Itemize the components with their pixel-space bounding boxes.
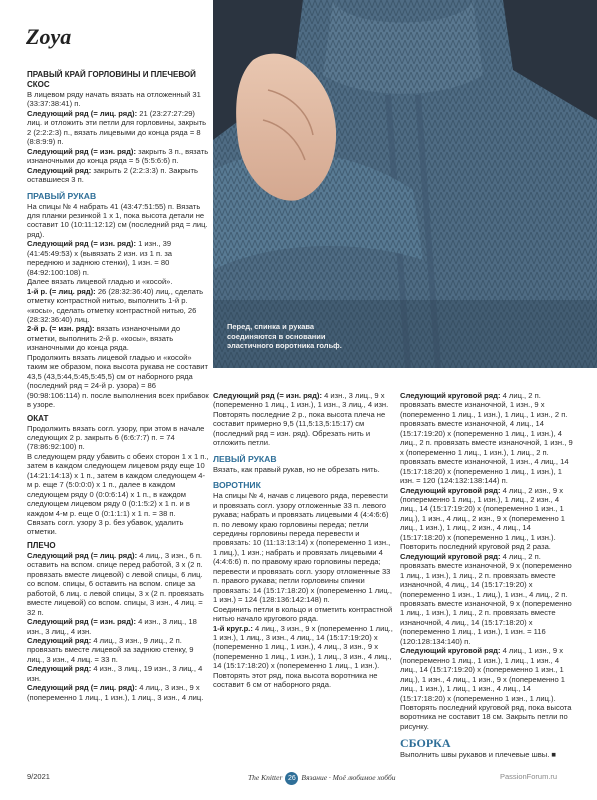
instruction-row (27, 147, 209, 166)
instruction-row (27, 664, 209, 683)
column-3 (400, 391, 575, 760)
row-text: закрыть 2 (2:2:3:3) п. Закрыть оставшиеся 3 п. (27, 165, 198, 185)
instruction-row (27, 109, 209, 147)
paragraph: Связать согл. узору 3 р. без убавок, удалить отметки. (27, 518, 184, 537)
row-text: 4 изн., 3 лиц., 19 изн., 3 лиц., 4 изн. (27, 664, 203, 683)
column-1 (27, 70, 209, 702)
instruction-row (400, 486, 575, 543)
instruction-row (213, 391, 393, 410)
paragraph: Повторять последние 2 р., пока высота плеча не составит примерно 9,5 (11,5:13,5:15:17) см (последний ряд = изн. ряд). Обрезать нить и отложить петли. (213, 409, 386, 448)
row-label: Следующий круговой ряд: (400, 485, 501, 495)
paragraph: В лицевом ряду начать вязать на отложенный 31 (33:37:38:41) п. (27, 90, 201, 109)
subsection-heading: ПЛЕЧО (27, 540, 56, 550)
magazine-tagline: Вязание · Моё любимое хобби (301, 773, 396, 783)
row-text: 4 изн., 3 лиц., 9 х (попеременно 1 лиц., 1 изн.), 1 изн., 3 лиц., 4 изн. (213, 391, 389, 410)
row-text: закрыть 3 п., вязать изнаночными до конца ряда = 5 (5:5:6:6) п. (27, 146, 209, 166)
watermark: PassionForum.ru (500, 772, 558, 781)
row-label: Следующий ряд (= лиц. ряд): (27, 550, 138, 560)
section-heading: СБОРКА (400, 736, 451, 751)
row-text: 4 лиц., 3 изн., 9 х (попеременно 1 лиц., 1 изн.), 1 лиц., 3 изн., 4 лиц., 14 (15:17:19:20) х (попеременно 1 лиц., 1 изн.), 4 лиц., 3 изн., 9 х (попеременно 1 лиц., 1 изн.), 1 лиц., 3 изн., 4 лиц., 14 (15:17:18:20) х (попеременно 1 лиц., 1 изн.). (213, 623, 393, 671)
instruction-row (27, 636, 209, 664)
row-text: 26 (28:32:36:40) лиц., сделать отметку контрастной нитью, выполнить 1-й р. «косы», сделать отметку контрастной нитью, 26 (28:32:36:40) лиц. (27, 286, 204, 324)
paragraph: Соединить петли в кольцо и отметить контрастной нитью начало кругового ряда. (213, 604, 393, 624)
paragraph: В следующем ряду убавить с обеих сторон 1 х 1 п., затем в каждом следующем лицевом ряду еще 10 (14:21:14:13) х 1 п., затем в каждом следующем 4-м р. еще 7 (5:0:0:0) х 1 п., далее в каждом следующем ряду 0 (0:0:6:14) х 1 п., в каждом следующем лицевом ряду 0 (0:1:5:2) х 1 п. и в каждом 4-м р. еще 0 (0:1:1:1) х 1 п. = 38 п. (27, 451, 209, 518)
row-label: 2-й р. (= изн. ряд): (27, 324, 95, 334)
paragraph: На спицы № 4 набрать 41 (43:47:51:55) п. Вязать для планки резинкой 1 х 1, пока высота детали не составит 10 (10:11:12:12) см (последний ряд = лиц. ряд). (27, 201, 208, 239)
sweater-photo (213, 0, 597, 368)
row-text: 4 изн., 3 лиц., 18 изн., 3 лиц., 4 изн. (27, 617, 197, 636)
row-label: Следующий ряд (= изн. ряд): (213, 391, 322, 400)
instruction-row (400, 391, 575, 486)
column-2 (213, 391, 393, 690)
row-label: 1-й р. (= лиц. ряд): (27, 286, 96, 296)
paragraph: Продолжить вязать согл. узору, при этом в начале следующих 2 р. закрыть 6 (6:6:7:7) п. = 74 (78:86:92:100) п. (27, 423, 205, 452)
paragraph: На спицы № 4, начав с лицевого ряда, перевести и провязать согл. узору отложенные 33 п. левого рукава; набрать и провязать лицевыми 4 (4:4:6:6) п. по левому краю горловины переда; петли середины горловины переда перевести и провязать: 10 (11:13:13:14) х (попеременно 1 изн., 1 лиц.), 1 изн.; набрать и провязать лицевыми 4 (4:4:6:6) п. по правому краю горловины переда; перевести и провязать согл. узору отложенные 33 п. правого рукава; петли горловины спинки провязать: 14 (15:17:18:20) х (попеременно 1 лиц., 1 изн.) = 124 (128:136:142:148) п. (213, 491, 392, 605)
subsection-heading: ОКАТ (27, 413, 49, 423)
sweater-illustration (213, 0, 597, 368)
instruction-row (27, 166, 209, 185)
row-label: Следующий ряд (= лиц. ряд): (27, 683, 138, 693)
instruction-row (213, 624, 393, 671)
section-heading: ПРАВЫЙ КРАЙ ГОРЛОВИНЫ И ПЛЕЧЕВОЙ СКОС (27, 70, 196, 89)
instruction-row (27, 239, 209, 277)
issue-number: 9/2021 (27, 772, 50, 781)
instruction-row (400, 646, 575, 703)
paragraph: Далее вязать лицевой гладью и «косой». (27, 277, 173, 287)
row-label: Следующий ряд: (27, 636, 92, 646)
instruction-row (27, 324, 209, 352)
section-heading: ПРАВЫЙ РУКАВ (27, 190, 97, 201)
row-label: Следующий ряд (= изн. ряд): (27, 239, 136, 249)
paragraph: Повторить последний круговой ряд 2 раза. (400, 542, 551, 552)
paragraph: Выполнить швы рукавов и плечевые швы. ■ (400, 750, 557, 760)
row-label: Следующий ряд (= изн. ряд): (27, 617, 136, 627)
row-label: Следующий круговой ряд: (400, 646, 501, 656)
row-text: 4 лиц., 1 изн., 9 х (попеременно 1 лиц., 1 изн.), 1 лиц., 1 изн., 4 лиц., 14 (15:17:19:20) х (попеременно 1 изн., 1 лиц.), 1 изн., 4 лиц., 1 изн., 9 х (попеременно 1 лиц., 1 изн.), 1 лиц., 1 изн., 4 лиц., 14 (15:17:18:20) х (попеременно 1 изн., 1 лиц.). (400, 646, 565, 703)
instruction-row (27, 617, 209, 636)
row-label: Следующий круговой ряд: (400, 391, 501, 400)
row-text: 4 лиц., 3 изн., 6 п. оставить на вспом. спице перед работой, 3 х (2 п. провязать вместе лицевой) с левой спицы, 6 лиц. со вспом. спицы, 6 оставить на вспом. спице за работой, 6 лиц. с левой спицы, 3 х (2 п. провязать вместе лицевой) со вспом. спицы, 3 изн., 4 лиц. = 32 п. (27, 550, 204, 617)
paragraph: Продолжить вязать лицевой гладью и «косой» таким же образом, пока высота рукава не составит 43,5 (43,5:44,5:45,5:45,5) см от наборного ряда (последний ряд = 24-й р. узора) = 86 (90:98:106:114) п. после выполнения всех прибавок в узоре. (27, 352, 209, 410)
section-heading: ВОРОТНИК (213, 480, 261, 491)
row-text: 4 лиц., 3 изн., 9 лиц., 2 п. провязать вместе лицевой за заднюю стенку, 9 лиц., 3 изн., 4 лиц. = 33 п. (27, 636, 194, 664)
paragraph: Повторять последний круговой ряд, пока высота воротника не составит 18 см. Закрыть петли по рисунку. (400, 702, 572, 731)
instruction-row (27, 551, 209, 617)
row-label: Следующий ряд (= лиц. ряд): (27, 108, 138, 118)
instruction-row (400, 552, 575, 647)
row-label: Следующий круговой ряд: (400, 551, 501, 561)
instruction-row (27, 287, 209, 325)
paragraph: Вязать, как правый рукав, но не обрезать нить. (213, 464, 380, 474)
row-label: Следующий ряд: (27, 165, 92, 175)
row-text: вязать изнаночными до отметки, выполнить 2-й р. «косы», вязать изнаночными до конца ряда. (27, 324, 181, 353)
section-heading: ЛЕВЫЙ РУКАВ (213, 453, 277, 464)
photo-caption: Перед, спинка и рукава соединяются в основании эластичного воротника гольф. (227, 322, 342, 350)
row-text: 4 лиц., 2 п. провязать вместе изнаночной, 1 изн., 9 х (попеременно 1 лиц., 1 изн.), 1 лиц., 1 изн., 2 п. провязать вместе изнаночной, 4 лиц., 14 (15:17:19:20) х (попеременно 1 лиц., 1 изн.), 4 лиц., 2 п. провязать вместе изнаночной, 1 изн., 9 х (попеременно 1 лиц., 1 изн.), 1 лиц., 2 п. провязать вместе изнаночной, 1 изн., 4 лиц., 14 (15:17:18:20) х (попеременно 1 лиц., 1 изн.), 1 изн. = 120 (124:132:138:144) п. (400, 391, 573, 486)
magazine-name: The Knitter (248, 773, 283, 783)
row-label: Следующий ряд: (27, 664, 92, 674)
brand-name: Zoya (26, 24, 72, 49)
row-label: Следующий ряд (= изн. ряд): (27, 146, 136, 156)
row-text: 4 лиц., 2 п. провязать вместе изнаночной, 9 х (попеременно 1 лиц., 1 изн.), 1 лиц., 2 п. провязать вместе изнаночной, 4 лиц., 14 (15:17:19:20) х (попеременно 1 изн., 1 лиц.), 1 изн., 4 лиц., 2 п. провязать вместе изнаночной, 9 х (попеременно 1 лиц., 1 изн.), 1 лиц., 2 п. провязать вместе изнаночной, 4 лиц., 14 (15:17:18:20) х (попеременно 1 лиц., 1 изн.), 1 изн. = 116 (120:128:134:140) п. (400, 551, 572, 646)
row-text: 1 изн., 39 (41:45:49:53) х (вывязать 2 изн. из 1 п. за переднюю и заднюю стенки), 1 изн. = 80 (84:92:100:108) п. (27, 239, 173, 277)
footer-magazine (248, 772, 396, 785)
row-label: 1-й круг.р.: (213, 623, 253, 633)
row-text: 4 лиц., 2 изн., 9 х (попеременно 1 лиц., 1 изн.), 1 лиц., 2 изн., 4 лиц., 14 (15:17:19:20) х (попеременно 1 изн., 1 лиц.), 1 изн., 4 лиц., 2 изн., 9 х (попеременно 1 лиц., 1 изн.), 1 лиц., 2 изн., 4 лиц., 14 (15:17:18:20) х (попеременно 1 лиц., 1 изн.). (400, 485, 565, 542)
row-text: 21 (23:27:27:29) лиц. и отложить эти петли для горловины, закрыть 2 (2:2:2:3) п., вязать лицевыми до конца ряда = 8 (8:8:9:9) п. (27, 108, 207, 147)
paragraph: Повторять этот ряд, пока высота воротника не составит 6 см от наборного ряда. (213, 670, 378, 690)
row-text: 4 лиц., 3 изн., 9 х (попеременно 1 лиц., 1 изн.), 1 лиц., 3 изн., 4 лиц. (27, 683, 204, 702)
page-number: 26 (285, 772, 298, 785)
instruction-row (27, 683, 209, 702)
